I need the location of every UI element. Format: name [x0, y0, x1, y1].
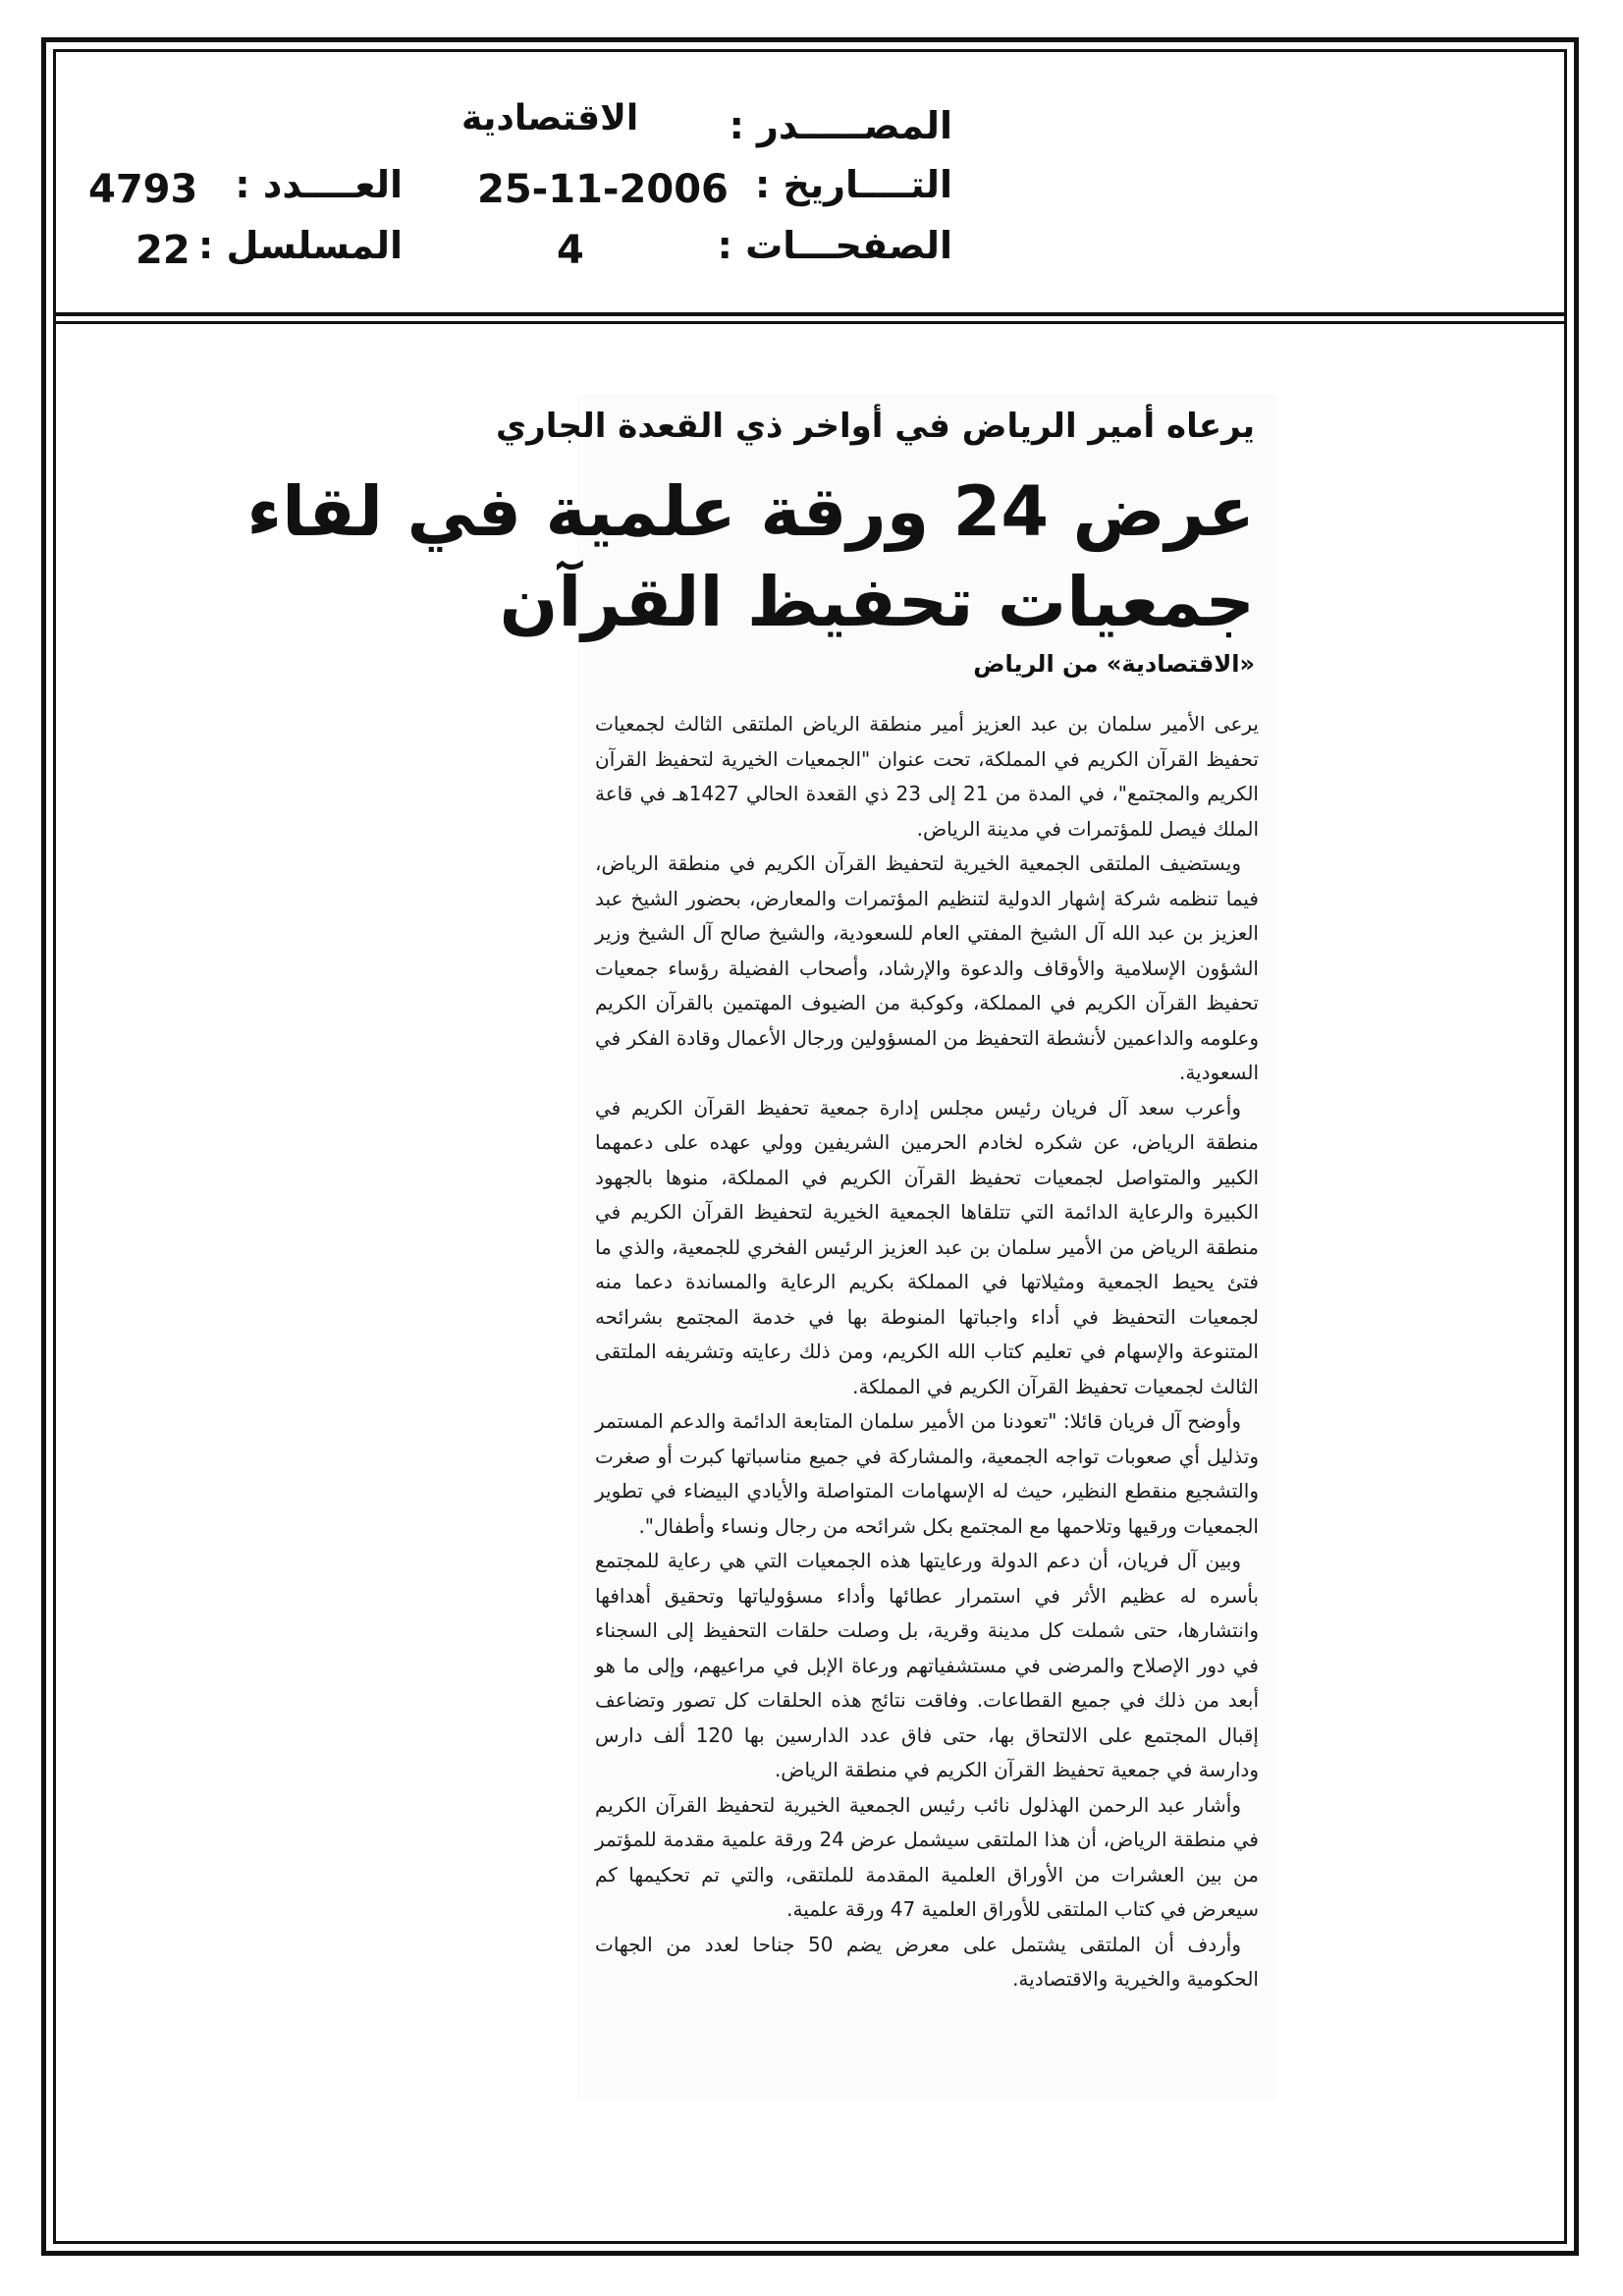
article-paragraph: وأعرب سعد آل فريان رئيس مجلس إدارة جمعية تحفيظ القرآن الكريم في منطقة الرياض، عن شكره لخادم الحرمين الشريفين وولي عهده على دعمهما الكبير والمتواصل لجمعيات تحفيظ القرآن الكريم في المملكة، منوها بالجهود الكبيرة والرعاية الدائمة التي تتلقاها الجمعية الخيرية لتحفيظ القرآن الكريم في منطقة الرياض من الأمير سلمان بن عبد العزيز الرئيس الفخري للجمعية، والذي ما فتئ يحيط الجمعية ومثيلاتها في المملكة بكريم الرعاية والمساندة دعما منه لجمعيات التحفيظ في أداء واجباتها المنوطة بها في خدمة المجتمع بشرائحه المتنوعة والإسهام في تعليم كتاب الله الكريم، ومن ذلك رعايته وتشريفه الملتقى الثالث لجمعيات تحفيظ القرآن الكريم في المملكة. [595, 1095, 1259, 1398]
issue-label: العــــدد : [235, 163, 403, 206]
article-paragraph: ويستضيف الملتقى الجمعية الخيرية لتحفيظ القرآن الكريم في منطقة الرياض، فيما تنظمه شركة إشهار الدولية لتنظيم المؤتمرات والمعارض، بحضور الشيخ عبد العزيز بن عبد الله آل الشيخ المفتي العام للسعودية، والشيخ صالح آل الشيخ وزير الشؤون الإسلامية والأوقاف والدعوة والإرشاد، وأصحاب الفضيلة رؤساء جمعيات تحفيظ القرآن الكريم في المملكة، وكوكبة من الضيوف المهتمين بالقرآن الكريم وعلومه والداعمين لأنشطة التحفيظ من المسؤولين ورجال الأعمال وقادة الفكر في السعودية. [595, 851, 1259, 1084]
source-label: المصـــــدر : [729, 104, 952, 147]
serial-value: 22 [135, 228, 190, 273]
date-label: التــــاريخ : [755, 163, 952, 206]
header-divider [53, 312, 1567, 316]
source-value: الاقتصادية [461, 98, 639, 138]
article-paragraph: وأشار عبد الرحمن الهذلول نائب رئيس الجمعية الخيرية لتحفيظ القرآن الكريم في منطقة الرياض، أن هذا الملتقى سيشمل عرض 24 ورقة علمية مقدمة للمؤتمر من بين العشرات من الأوراق العلمية المقدمة للملتقى، والتي تم تحكيمها كم سيعرض في كتاب الملتقى للأوراق العلمية 47 ورقة علمية. [595, 1792, 1259, 1921]
article-body [595, 707, 1259, 1997]
article-headline-line2: جمعيات تحفيظ القرآن [499, 562, 1255, 642]
article-clipping [246, 395, 1276, 2100]
article-headline-line1: عرض 24 ورقة علمية في لقاء [246, 471, 1255, 552]
article-paragraph: وأوضح آل فريان قائلا: "تعودنا من الأمير سلمان المتابعة الدائمة والدعم المستمر وتذليل أي صعوبات تواجه الجمعية، والمشاركة في جميع مناسباتها كبرت أو صغرت والتشجيع منقطع النظير، حيث له الإسهامات المتواصلة والأيادي البيضاء في تطوير الجمعيات ورقيها وتلاحمها مع المجتمع بكل شرائحه من رجال ونساء وأطفال". [595, 1409, 1259, 1538]
article-paragraph: يرعى الأمير سلمان بن عبد العزيز أمير منطقة الرياض الملتقى الثالث لجمعيات تحفيظ القرآن الكريم في المملكة، تحت عنوان "الجمعيات الخيرية لتحفيظ القرآن الكريم والمجتمع"، في المدة من 21 إلى 23 ذي القعدة الحالي 1427هـ في قاعة الملك فيصل للمؤتمرات في مدينة الرياض. [595, 712, 1259, 841]
article-kicker: يرعاه أمير الرياض في أواخر ذي القعدة الجاري [495, 407, 1255, 446]
date-value: 25-11-2006 [477, 167, 729, 212]
article-byline: «الاقتصادية» من الرياض [973, 650, 1255, 678]
article-paragraph: وبين آل فريان، أن دعم الدولة ورعايتها هذه الجمعيات التي هي رعاية للمجتمع بأسره له عظيم الأثر في استمرار عطائها وأداء مسؤولياتها وتحقيق أهدافها وانتشارها، حتى شملت كل مدينة وقرية، بل وصلت حلقات التحفيظ إلى السجناء في دور الإصلاح والمرضى في مستشفياتهم ورعاة الإبل في مراعيهم، وإلى ما هو أبعد من ذلك في جميع القطاعات. وفاقت نتائج هذه الحلقات كل تصور وتضاعف إقبال المجتمع على الالتحاق بها، حتى فاق عدد الدارسين بها 120 ألف دارس ودارسة في جمعية تحفيظ القرآن الكريم في منطقة الرياض. [595, 1549, 1259, 1781]
pages-value: 4 [557, 228, 584, 273]
article-paragraph: وأردف أن الملتقى يشتمل على معرض يضم 50 جناحا لعدد من الجهات الحكومية والخيرية والاقتصادية. [595, 1932, 1259, 1991]
pages-label: الصفحـــات : [717, 224, 952, 267]
header-divider-lower [53, 321, 1567, 324]
serial-label: المسلسل : [198, 224, 403, 267]
issue-value: 4793 [88, 167, 198, 212]
